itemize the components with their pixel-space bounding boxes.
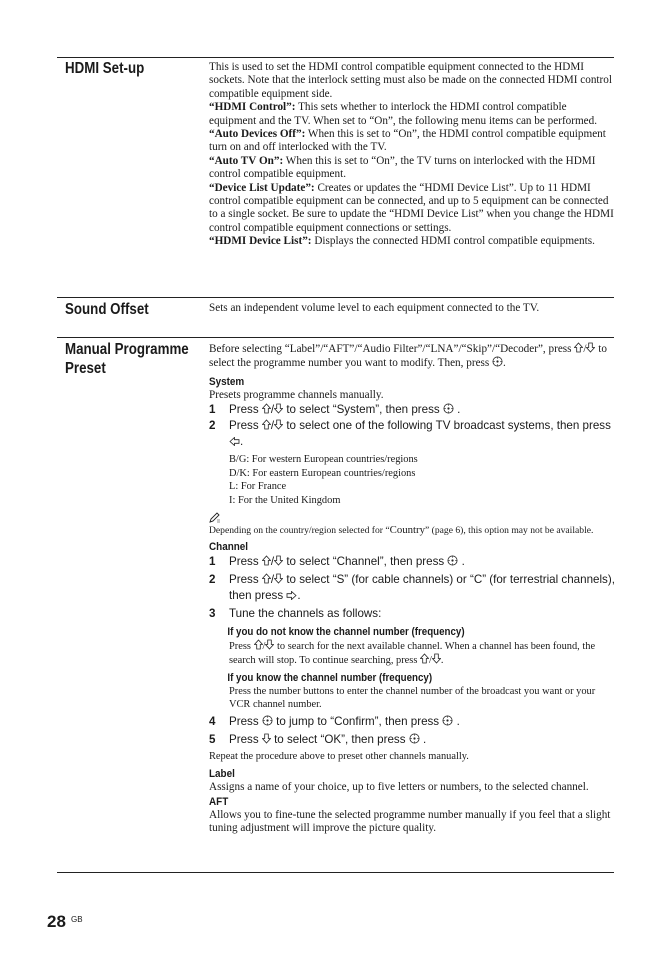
sound-offset-heading: Sound Offset	[65, 301, 149, 318]
channel-step-2: 2 Press / to select “S” (for cable channels) or “C” (for terrestrial channels), then press .	[209, 572, 615, 602]
manual-intro: Before selecting “Label”/“AFT”/“Audio Filter”/“LNA”/“Skip”/“Decoder”, press / to select the programme number you want to modify. Then, press .	[209, 343, 607, 370]
hdmi-setup-heading: HDMI Set-up	[65, 60, 145, 77]
channel-step-1: 1 Press / to select “Channel”, then press .	[209, 554, 465, 568]
ok-button-icon	[442, 715, 453, 726]
hdmi-setup-body	[209, 61, 615, 249]
channel-step-5: 5 Press to select “OK”, then press .	[209, 732, 427, 746]
hdmi-item: “Device List Update”: Creates or updates the “HDMI Device List”. Up to 11 HDMI control compatible equipment can be connected, and up to 5 equipment can be connected to a single socket. Be sure to update the “HDMI Device List” when you change the HDMI control compatible equipment connections or settings.	[209, 181, 614, 234]
arrow-left-icon	[229, 437, 240, 446]
ok-button-icon	[409, 733, 420, 744]
channel-subheading: Channel	[209, 540, 249, 553]
hdmi-item: “Auto Devices Off”: When this is set to “On”, the HDMI control compatible equipment turn on and off interlocked with the TV.	[209, 128, 606, 154]
channel-repeat-text: Repeat the procedure above to preset other channels manually.	[209, 750, 469, 762]
channel-step-4: 4 Press to jump to “Confirm”, then press .	[209, 714, 460, 728]
section-rule	[57, 297, 614, 298]
ok-button-icon	[443, 403, 454, 414]
system-step-1: 1 Press / to select “System”, then press .	[209, 403, 461, 417]
arrow-down-icon	[274, 555, 283, 566]
system-list-item: L: For France	[229, 481, 287, 493]
system-text: Presets programme channels manually.	[209, 388, 384, 401]
unknown-channel-subheading: If you do not know the channel number (frequency)	[227, 625, 465, 638]
system-list-item: I: For the United Kingdom	[229, 495, 341, 506]
channel-step-3: 3 Tune the channels as follows:	[209, 606, 382, 620]
arrow-up-icon	[262, 555, 271, 566]
arrow-up-icon	[262, 403, 271, 414]
ok-button-icon	[447, 555, 458, 566]
page-region: GB	[71, 915, 83, 924]
system-step-2: 2 Press / to select one of the following TV broadcast systems, then press .	[209, 419, 611, 449]
arrow-down-icon	[262, 733, 271, 744]
hdmi-item: “Auto TV On”: When this is set to “On”, the TV turns on interlocked with the HDMI control compatible equipment.	[209, 154, 596, 181]
system-list-item: B/G: For western European countries/regions	[229, 454, 418, 466]
label-text: Assigns a name of your choice, up to five letters or numbers, to the selected channel.	[209, 780, 589, 793]
arrow-up-icon	[254, 639, 263, 650]
arrow-right-icon	[286, 591, 297, 600]
top-rule	[57, 57, 614, 58]
arrow-down-icon	[274, 403, 283, 414]
label-subheading: Label	[209, 767, 235, 780]
aft-subheading: AFT	[209, 795, 229, 808]
arrow-down-icon	[274, 573, 283, 584]
system-list-item: D/K: For eastern European countries/regions	[229, 467, 416, 479]
system-note: Depending on the country/region selected for “Country” (page 6), this option may not be available.	[209, 523, 594, 536]
sound-offset-body	[209, 302, 615, 315]
unknown-channel-text: Press / to search for the next available channel. When a channel has been found, the search will stop. To continue searching, press / .	[229, 640, 596, 667]
manual-preset-heading: Manual Programme Preset	[65, 341, 189, 377]
arrow-down-icon	[432, 653, 441, 664]
page-number: 28	[47, 912, 66, 931]
ok-button-icon	[262, 715, 273, 726]
hdmi-intro: This is used to set the HDMI control compatible equipment connected to the HDMI sockets. Note that the interlock setting must also be made on the connected HDMI control compatible equipment side.	[209, 61, 612, 100]
known-channel-text: Press the number buttons to enter the channel number of the broadcast you want or your VCR channel number.	[229, 685, 596, 711]
system-list	[209, 453, 615, 507]
sound-offset-text: Sets an independent volume level to each equipment connected to the TV.	[209, 302, 540, 314]
manual-preset-body	[209, 342, 615, 836]
arrow-up-icon	[420, 653, 429, 664]
hdmi-item: “HDMI Control”: This sets whether to interlock the HDMI control compatible equipment and the TV. When set to “On”, the following menu items can be performed.	[209, 101, 598, 127]
arrow-up-icon	[262, 419, 271, 430]
note-pencil-icon	[209, 512, 615, 524]
hdmi-item: “HDMI Device List”: Displays the connected HDMI control compatible equipments.	[209, 235, 595, 248]
section-rule	[57, 337, 614, 338]
system-subheading: System	[209, 375, 245, 388]
known-channel-subheading: If you know the channel number (frequency)	[227, 671, 433, 684]
bottom-rule	[57, 872, 614, 873]
arrow-up-icon	[262, 573, 271, 584]
arrow-down-icon	[274, 419, 283, 430]
arrow-up-icon	[574, 342, 583, 353]
ok-button-icon	[492, 356, 503, 367]
aft-text: Allows you to fine-tune the selected programme number manually if you feel that a slight tuning adjustment will improve the picture quality.	[209, 808, 611, 835]
